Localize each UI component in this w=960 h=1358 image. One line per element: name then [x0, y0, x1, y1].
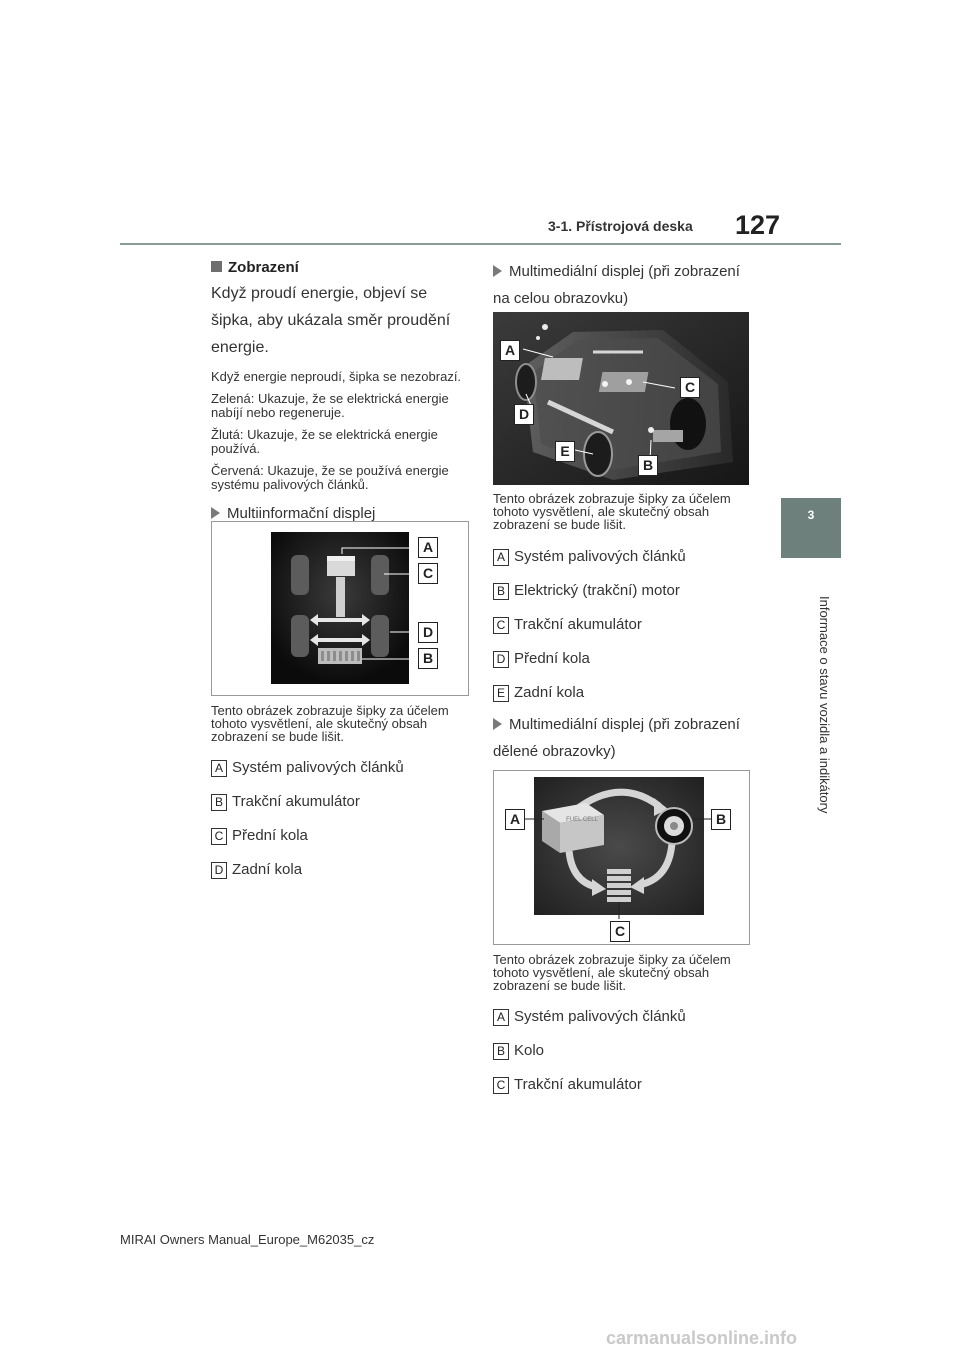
right-caption-1: Tento obrázek zobrazuje šipky za účelem tohoto vysvětlení, ale skutečný obsah zobrazení se bude lišit.	[493, 491, 731, 532]
right-legend2-a: A Systém palivových článků	[493, 1008, 686, 1026]
callout-a: A	[500, 340, 520, 361]
callout-b: B	[418, 648, 438, 669]
note-2: Zelená: Ukazuje, že se elektrická energie nabíjí nebo regeneruje.	[211, 390, 449, 420]
callout-b: B	[638, 455, 658, 476]
right-caption-2: Tento obrázek zobrazuje šipky za účelem tohoto vysvětlení, ale skutečný obsah zobrazení se bude lišit.	[493, 952, 731, 993]
callout-c: C	[610, 921, 630, 942]
svg-text:FUEL CELL: FUEL CELL	[566, 817, 598, 823]
triangle-bullet-icon	[493, 265, 502, 277]
chapter-title: Informace o stavu vozidla a indikátory	[817, 596, 832, 814]
square-bullet-icon	[211, 261, 222, 272]
page-number: 127	[735, 210, 781, 240]
triangle-bullet-icon	[211, 507, 220, 519]
note-3: Žlutá: Ukazuje, že se elektrická energie používá.	[211, 426, 438, 456]
right-legend2-b: B Kolo	[493, 1042, 544, 1060]
bullet-splitscreen: Multimediální displej (při zobrazení dělené obrazovky)	[493, 716, 740, 760]
note-4: Červená: Ukazuje, že se používá energie systému palivových článků.	[211, 462, 449, 492]
energy-cycle-diagram	[494, 771, 749, 944]
callout-b: B	[711, 809, 731, 830]
left-column	[211, 258, 469, 523]
left-legend-c: C Přední kola	[211, 827, 308, 845]
chapter-tab	[781, 498, 841, 558]
section-title: 3-1. Přístrojová deska	[548, 218, 693, 234]
section-heading: Zobrazení	[211, 258, 469, 278]
triangle-bullet-icon	[493, 718, 502, 730]
header-rule	[120, 243, 841, 245]
callout-c: C	[680, 377, 700, 398]
intro-paragraph: Když proudí energie, objeví se šipka, aby ukázala směr proudění energie.	[211, 284, 451, 356]
callout-d: D	[514, 404, 534, 425]
bullet-multiinfo: Multiinformační displej	[211, 504, 469, 524]
right-legend1-e: E Zadní kola	[493, 684, 584, 702]
callout-d: D	[418, 622, 438, 643]
left-legend-d: D Zadní kola	[211, 861, 302, 879]
callout-a: A	[505, 809, 525, 830]
callout-e: E	[555, 441, 575, 462]
left-legend-b: B Trakční akumulátor	[211, 793, 360, 811]
right-legend1-c: C Trakční akumulátor	[493, 616, 642, 634]
bullet-fullscreen: Multimediální displej (při zobrazení na celou obrazovku)	[493, 263, 740, 307]
watermark: carmanualsonline.info	[606, 1328, 798, 1348]
fullscreen-figure	[493, 312, 749, 485]
chapter-number: 3	[807, 508, 815, 522]
left-caption: Tento obrázek zobrazuje šipky za účelem tohoto vysvětlení, ale skutečný obsah zobrazení se bude lišit.	[211, 703, 449, 744]
fuel-cell-block	[542, 803, 604, 853]
manual-footer: MIRAI Owners Manual_Europe_M62035_cz	[120, 1232, 375, 1247]
note-1: Když energie neproudí, šipka se nezobrazí.	[211, 368, 462, 384]
splitscreen-figure	[493, 770, 750, 945]
car-cutaway-diagram	[493, 312, 749, 485]
right-legend1-b: B Elektrický (trakční) motor	[493, 582, 680, 600]
right-legend1-d: D Přední kola	[493, 650, 590, 668]
right-legend1-a: A Systém palivových článků	[493, 548, 686, 566]
right-legend2-c: C Trakční akumulátor	[493, 1076, 642, 1094]
callout-c: C	[418, 563, 438, 584]
left-legend-a: A Systém palivových článků	[211, 759, 404, 777]
callout-a: A	[418, 537, 438, 558]
